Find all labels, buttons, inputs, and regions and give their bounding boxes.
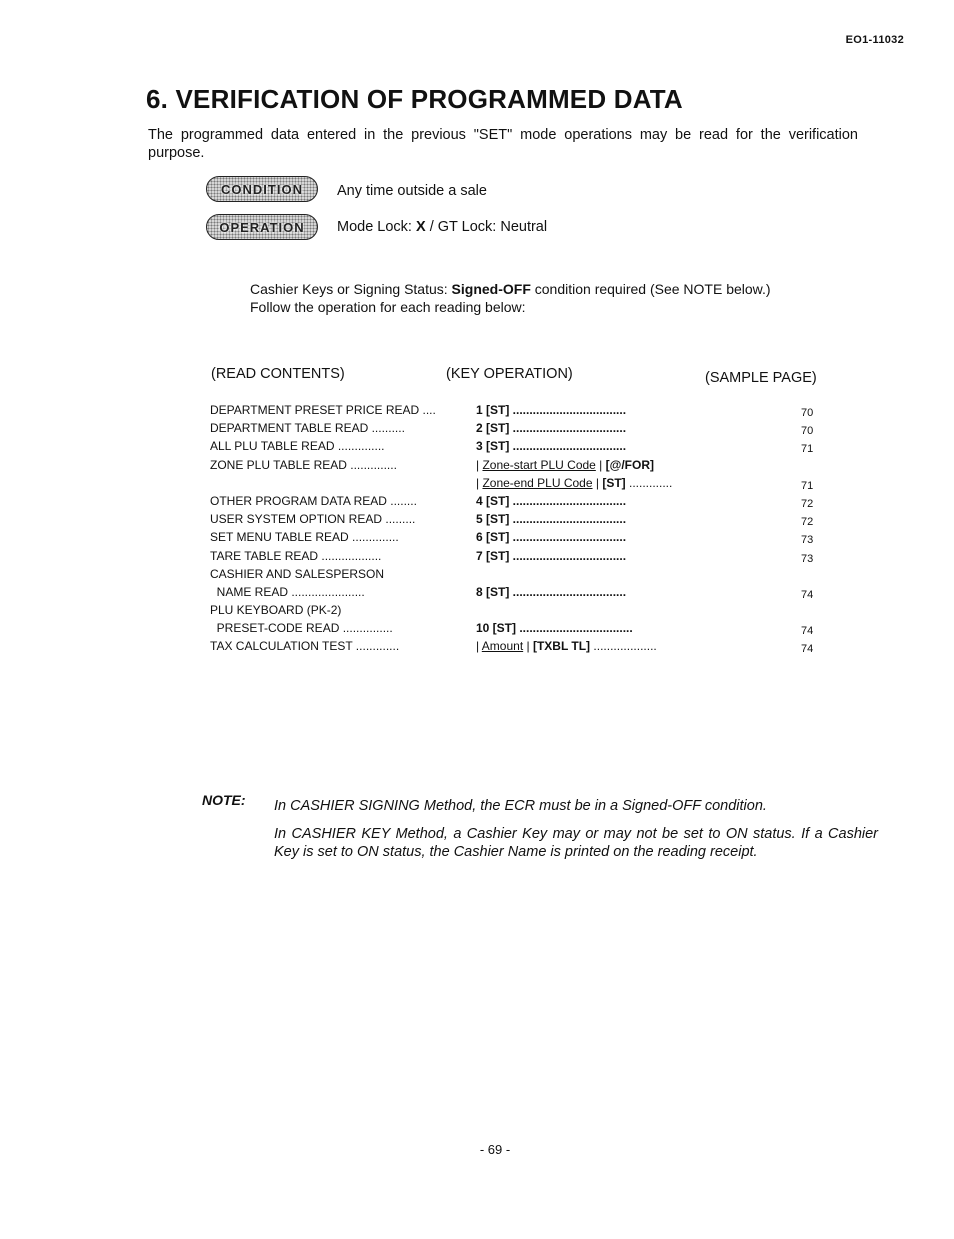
table-row bbox=[210, 585, 830, 603]
key-input-field-label: Zone-end PLU Code bbox=[482, 475, 593, 490]
key-separator: ............. bbox=[625, 475, 673, 490]
table-row bbox=[210, 494, 830, 512]
condition-text: Any time outside a sale bbox=[337, 183, 487, 199]
note-line-cashier-key: In CASHIER KEY Method, a Cashier Key may or may not be set to ON status. If a Cashier Key is set to ON status, the Cashier Name is printed on the reading receipt. bbox=[274, 826, 878, 860]
read-contents-cell: PLU KEYBOARD (PK-2) bbox=[210, 603, 342, 618]
read-contents-cell: CASHIER AND SALESPERSON bbox=[210, 566, 385, 581]
read-contents-cell: SET MENU TABLE READ .............. bbox=[210, 530, 399, 545]
sample-page-cell: 72 bbox=[801, 497, 814, 510]
key-operation-cell bbox=[476, 476, 672, 490]
key-separator: | bbox=[476, 639, 482, 654]
key-operation-cell: 1 [ST] .................................. bbox=[476, 403, 627, 417]
table-row bbox=[210, 603, 830, 621]
operation-badge: OPERATION bbox=[206, 214, 318, 240]
sample-page-cell: 71 bbox=[801, 479, 814, 492]
key-name: [ST] bbox=[602, 475, 626, 490]
read-contents-cell: TARE TABLE READ .................. bbox=[210, 548, 382, 563]
read-contents-cell: DEPARTMENT PRESET PRICE READ .... bbox=[210, 403, 436, 417]
key-operation-cell: 7 [ST] .................................. bbox=[476, 548, 627, 563]
sample-page-cell: 74 bbox=[801, 588, 814, 601]
table-row bbox=[210, 476, 830, 494]
key-input-field-label: Amount bbox=[481, 639, 524, 654]
key-operation-cell bbox=[476, 458, 654, 472]
key-operation-cell: 2 [ST] .................................. bbox=[476, 421, 627, 436]
read-contents-cell: ALL PLU TABLE READ .............. bbox=[210, 439, 385, 454]
table-row bbox=[210, 512, 830, 530]
gt-lock-text: / GT Lock: Neutral bbox=[425, 219, 548, 235]
mode-lock-label: Mode Lock: bbox=[337, 219, 416, 235]
condition-badge: CONDITION bbox=[206, 176, 318, 202]
header-sample-page: (SAMPLE PAGE) bbox=[705, 370, 817, 386]
table-row bbox=[210, 567, 830, 585]
sample-page-cell: 70 bbox=[801, 425, 814, 438]
table-row bbox=[210, 639, 830, 657]
key-operation-cell: 4 [ST] .................................. bbox=[476, 493, 627, 508]
sample-page-cell: 74 bbox=[801, 625, 814, 638]
key-operation-cell: 3 [ST] .................................. bbox=[476, 439, 627, 454]
key-separator: | bbox=[592, 475, 603, 490]
signed-off-term: Signed-OFF bbox=[451, 281, 531, 297]
reading-operations-table bbox=[210, 403, 830, 658]
key-separator: | bbox=[595, 457, 606, 472]
read-contents-cell: TAX CALCULATION TEST ............. bbox=[210, 639, 400, 654]
page-number: - 69 - bbox=[479, 1142, 511, 1157]
header-key-operation: (KEY OPERATION) bbox=[446, 366, 573, 382]
table-row bbox=[210, 403, 830, 421]
table-row bbox=[210, 439, 830, 457]
key-operation-cell: 8 [ST] .................................. bbox=[476, 584, 627, 599]
page-title: 6. VERIFICATION OF PROGRAMMED DATA bbox=[146, 84, 683, 114]
key-separator: ................... bbox=[590, 639, 657, 654]
read-contents-cell: USER SYSTEM OPTION READ ......... bbox=[210, 512, 416, 527]
key-name: [@/FOR] bbox=[605, 457, 654, 472]
key-input-field-label: Zone-start PLU Code bbox=[482, 457, 596, 472]
sample-page-cell: 72 bbox=[801, 516, 814, 529]
key-operation-cell: 10 [ST] .................................. bbox=[476, 621, 633, 636]
key-separator: | bbox=[523, 639, 533, 654]
table-row bbox=[210, 549, 830, 567]
read-contents-cell: NAME READ ...................... bbox=[210, 584, 365, 599]
key-name: [TXBL TL] bbox=[532, 639, 591, 654]
key-operation-cell: 5 [ST] .................................. bbox=[476, 512, 627, 527]
note-label: NOTE: bbox=[202, 792, 246, 808]
mode-lock-value: X bbox=[416, 219, 426, 235]
table-row bbox=[210, 530, 830, 548]
document-id: EO1-11032 bbox=[845, 34, 904, 46]
sample-page-cell: 73 bbox=[801, 534, 814, 547]
read-contents-cell: PRESET-CODE READ ............... bbox=[210, 621, 393, 636]
note-line-signing: In CASHIER SIGNING Method, the ECR must be in a Signed-OFF condition. bbox=[274, 798, 767, 814]
read-contents-cell: ZONE PLU TABLE READ .............. bbox=[210, 457, 397, 472]
sample-page-cell: 73 bbox=[801, 552, 814, 565]
sample-page-cell: 70 bbox=[801, 407, 814, 419]
key-operation-cell bbox=[476, 639, 657, 653]
follow-operation-line: Follow the operation for each reading below: bbox=[250, 299, 526, 315]
signing-status-paragraph bbox=[250, 280, 850, 316]
table-row bbox=[210, 458, 830, 476]
read-contents-cell: OTHER PROGRAM DATA READ ........ bbox=[210, 493, 417, 508]
key-separator: | bbox=[476, 457, 483, 472]
table-row bbox=[210, 421, 830, 439]
sample-page-cell: 71 bbox=[801, 443, 814, 456]
table-row bbox=[210, 621, 830, 639]
sample-page-cell: 74 bbox=[801, 643, 814, 656]
signing-status-line: Cashier Keys or Signing Status: Signed-OFF condition required (See NOTE below.) bbox=[250, 281, 771, 297]
read-contents-cell: DEPARTMENT TABLE READ .......... bbox=[210, 421, 405, 436]
operation-text bbox=[337, 219, 547, 235]
header-read-contents: (READ CONTENTS) bbox=[211, 366, 345, 382]
intro-paragraph: The programmed data entered in the previous "SET" mode operations may be read for the verification purpose. bbox=[148, 127, 858, 161]
key-separator: | bbox=[476, 475, 483, 490]
key-operation-cell: 6 [ST] .................................. bbox=[476, 530, 627, 545]
